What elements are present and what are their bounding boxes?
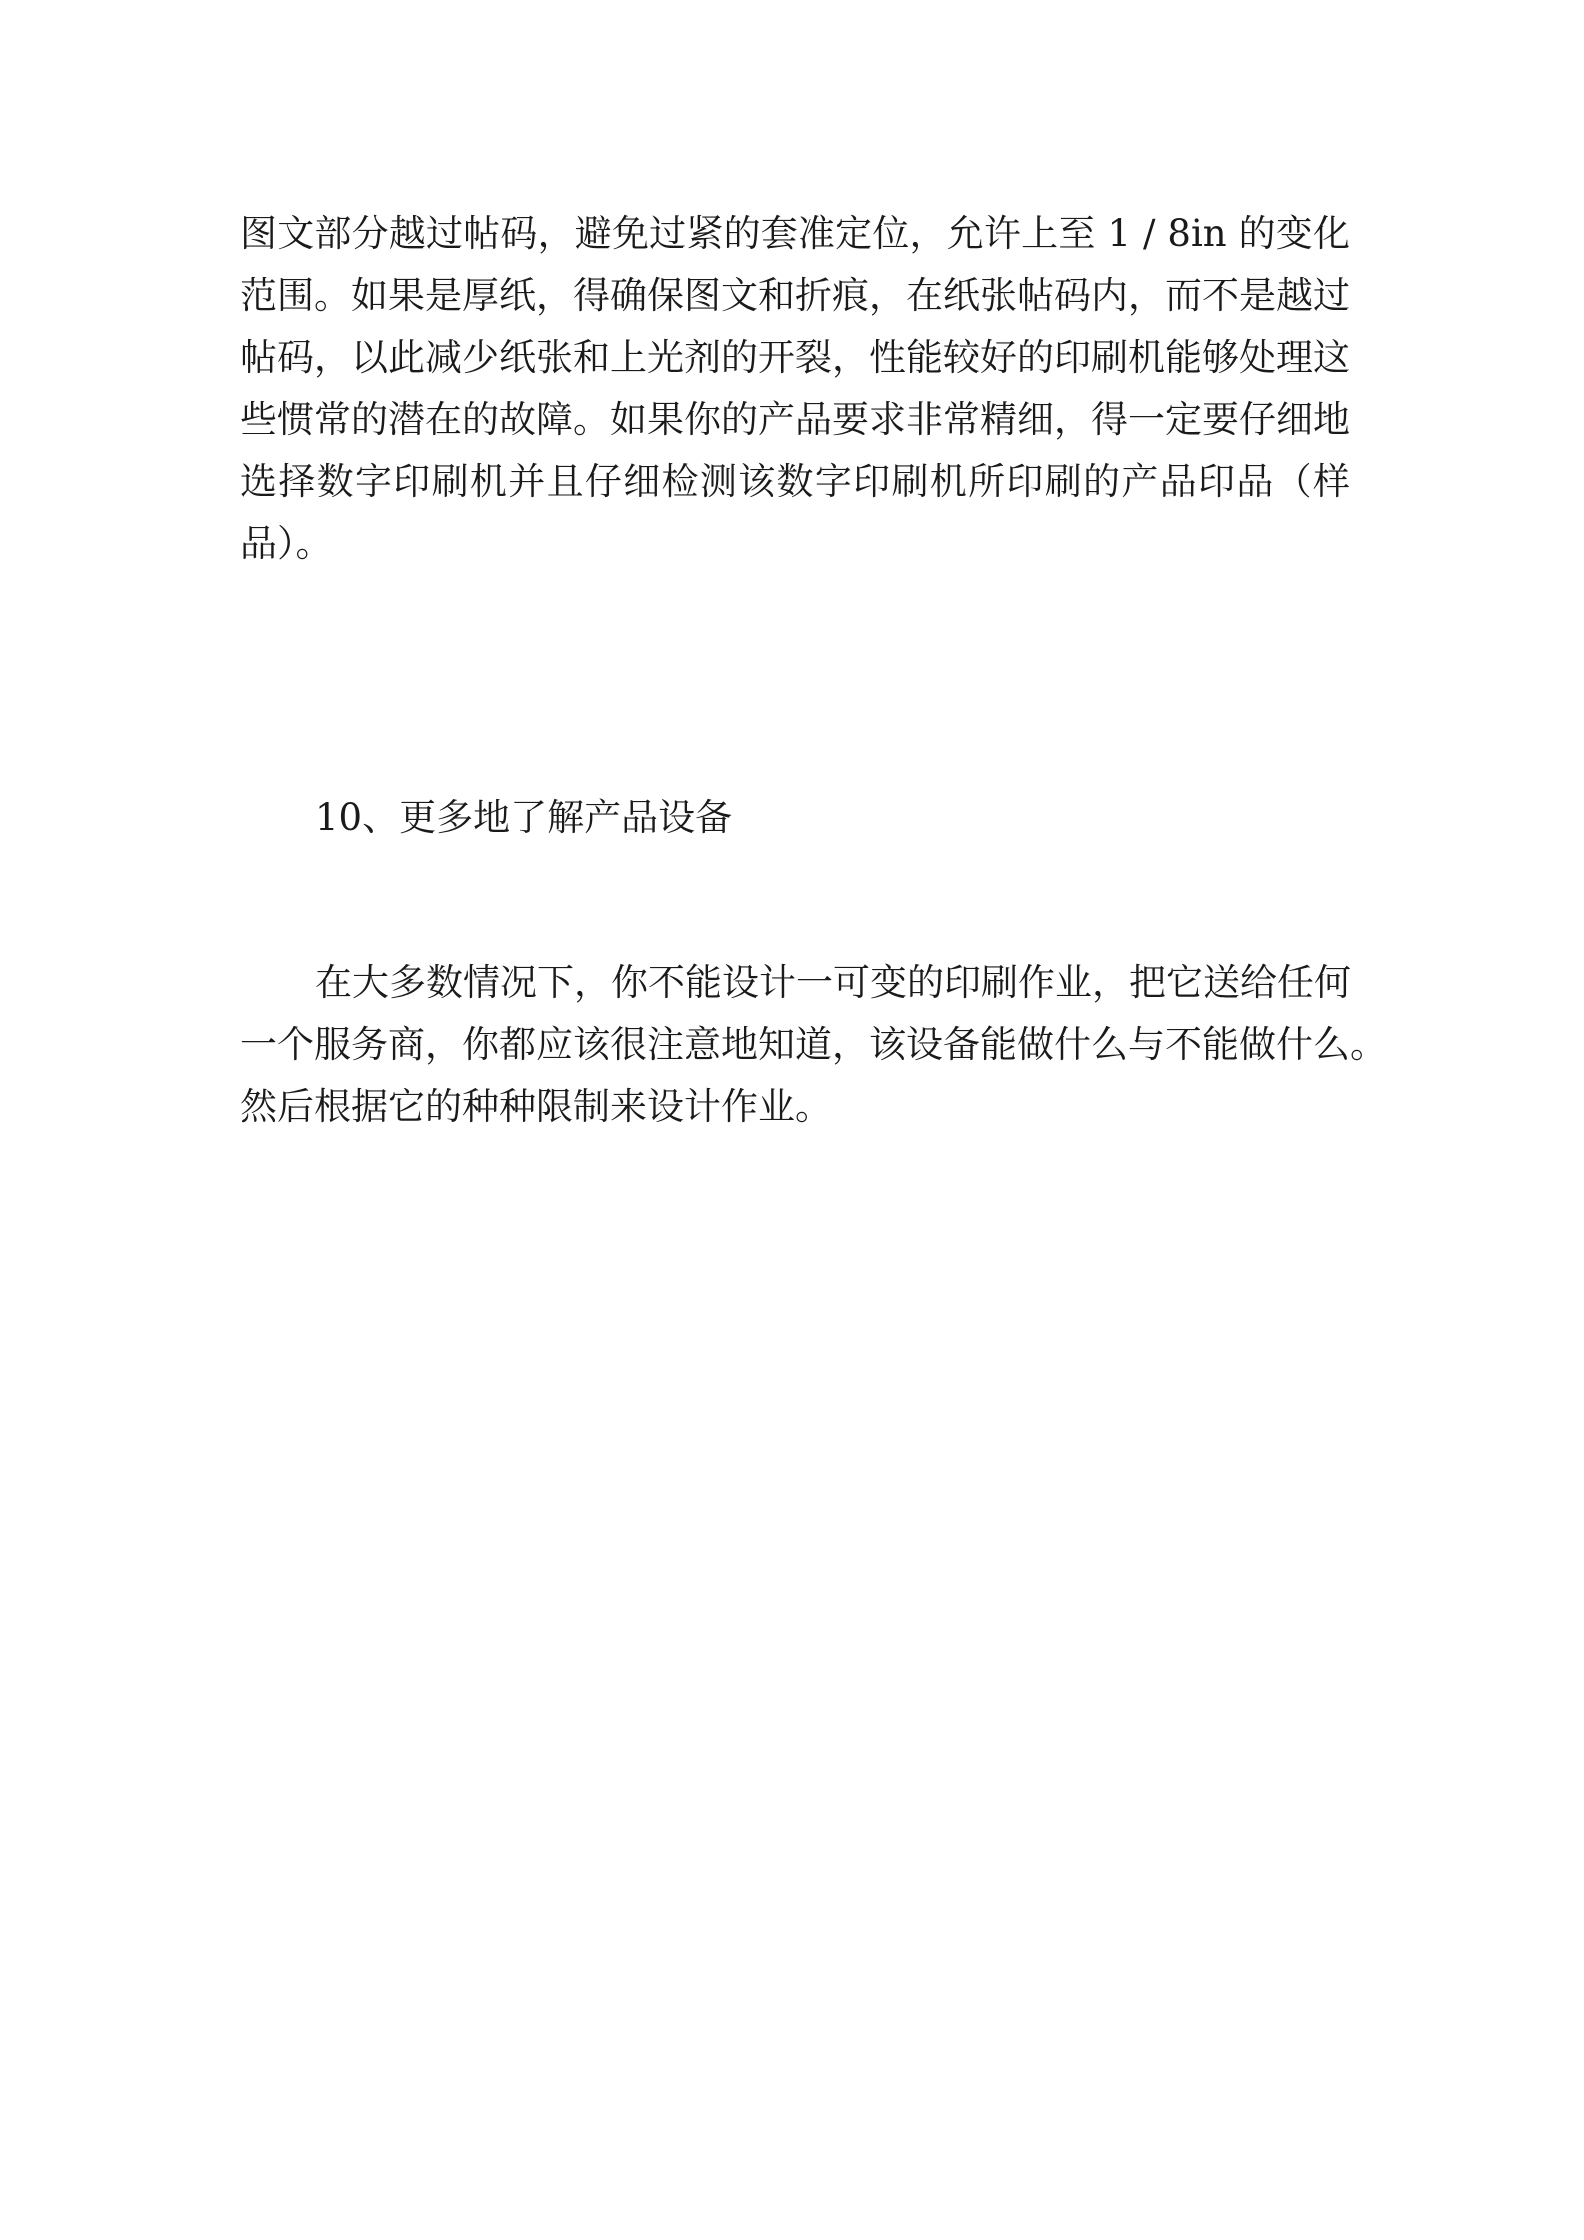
paragraph-2-line-2: 一个服务商，你都应该很注意地知道，该设备能做什么与不能做什么。 <box>240 1023 1387 1066</box>
paragraph-1 <box>240 203 1350 575</box>
paragraph-1-line-2: 范围。如果是厚纸，得确保图文和折痕，在纸张帖码内，而不是越过 <box>240 274 1350 317</box>
section-heading: 10、更多地了解产品设备 <box>315 796 733 839</box>
paragraph-2-line-1: 在大多数情况下，你不能设计一可变的印刷作业，把它送给任何 <box>315 961 1351 1004</box>
paragraph-1-line-6: 品）。 <box>240 522 333 565</box>
paragraph-1-line-5: 选择数字印刷机并且仔细检测该数字印刷机所印刷的产品印品（样 <box>240 460 1350 503</box>
paragraph-2-line-3: 然后根据它的种种限制来设计作业。 <box>240 1085 832 1128</box>
paragraph-1-line-3: 帖码，以此减少纸张和上光剂的开裂，性能较好的印刷机能够处理这 <box>240 336 1350 379</box>
paragraph-1-line-1: 图文部分越过帖码，避免过紧的套准定位，允许上至 1 / 8in 的变化 <box>240 212 1350 255</box>
section-heading-block <box>240 787 1350 849</box>
paragraph-1-line-4: 些惯常的潜在的故障。如果你的产品要求非常精细，得一定要仔细地 <box>240 398 1350 441</box>
paragraph-2 <box>240 952 1387 1138</box>
